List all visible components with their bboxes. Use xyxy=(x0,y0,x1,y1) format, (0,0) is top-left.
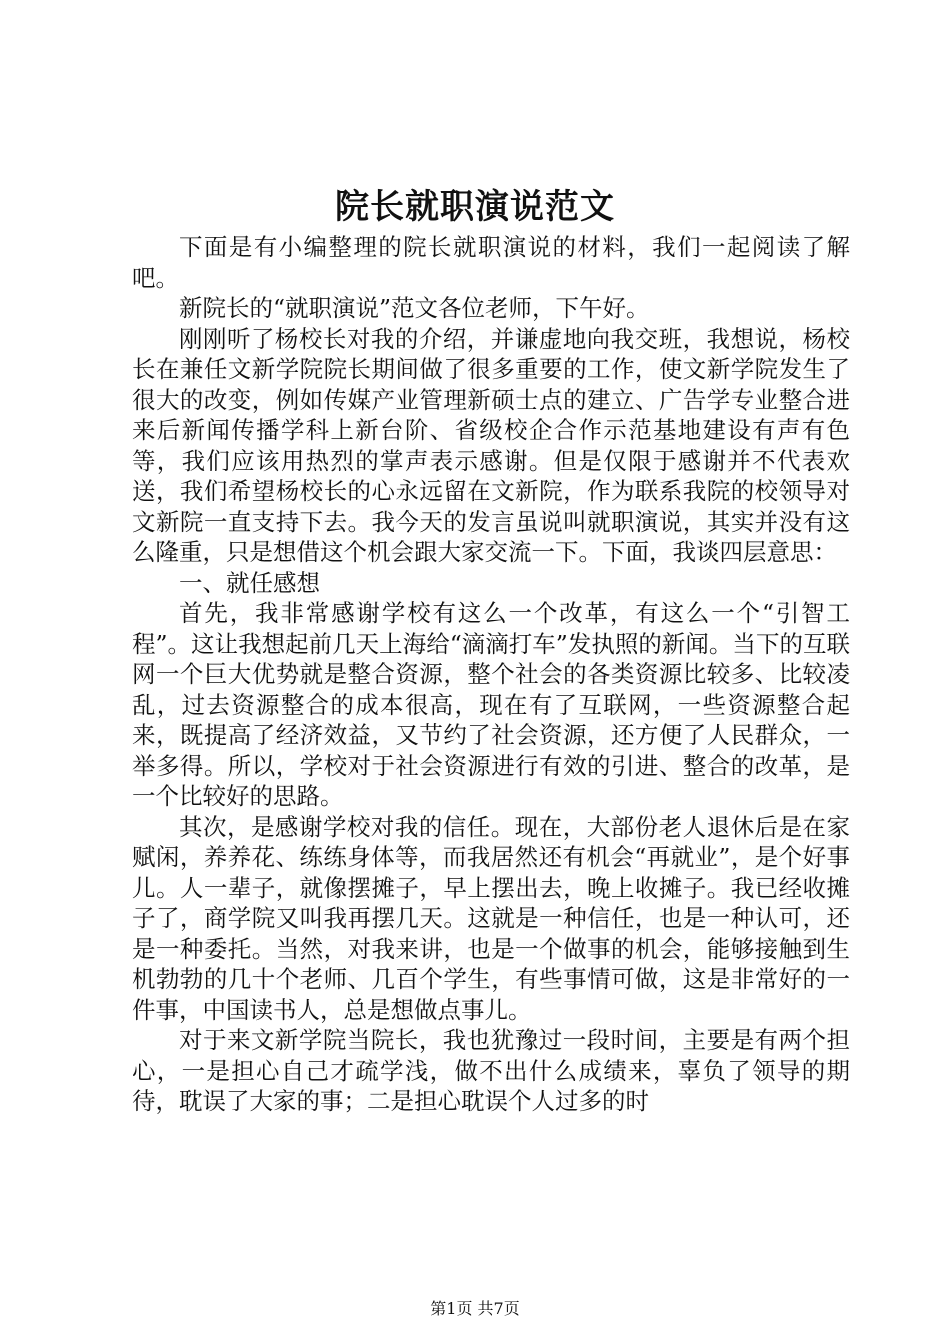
document-title: 院长就职演说范文 xyxy=(335,187,615,227)
paragraph-intro: 下面是有小编整理的院长就职演说的材料，我们一起阅读了解吧。 xyxy=(132,233,850,292)
document-body xyxy=(132,232,850,1117)
paragraph-opening: 刚刚听了杨校长对我的介绍，并谦虚地向我交班，我想说，杨校长在兼任文新学院院长期间做了很多重要的工作，使文新学院发生了很大的改变，例如传媒产业管理新硕士点的建立、广告学专业整合进来后新闻传播学科上新台阶、省级校企合作示范基地建设有声有色等，我们应该用热烈的掌声表示感谢。但是仅限于感谢并不代表欢送，我们希望杨校长的心永远留在文新院，作为联系我院的校领导对文新院一直支持下去。我今天的发言虽说叫就职演说，其实并没有这么隆重，只是想借这个机会跟大家交流一下。下面，我谈四层意思： xyxy=(132,324,850,566)
paragraph-third: 对于来文新学院当院长，我也犹豫过一段时间，主要是有两个担心，一是担心自己才疏学浅，做不出什么成绩来，辜负了领导的期待，耽误了大家的事；二是担心耽误个人过多的时 xyxy=(132,1026,850,1115)
section-heading: 一、就任感想 xyxy=(179,568,320,597)
paragraph-greeting: 新院长的“就职演说”范文各位老师，下午好。 xyxy=(179,294,650,322)
page-number-footer: 第1页 共7页 xyxy=(430,1299,520,1318)
paragraph-first: 首先，我非常感谢学校有这么一个改革，有这么一个“引智工程”。这让我想起前几天上海给“滴滴打车”发执照的新闻。当下的互联网一个巨大优势就是整合资源，整个社会的各类资源比较多、比较凌乱，过去资源整合的成本很高，现在有了互联网，一些资源整合起来，既提高了经济效益，又节约了社会资源，还方便了人民群众，一举多得。所以，学校对于社会资源进行有效的引进、整合的改革，是一个比较好的思路。 xyxy=(132,599,850,810)
paragraph-second: 其次，是感谢学校对我的信任。现在，大部份老人退休后是在家赋闲，养养花、练练身体等，而我居然还有机会“再就业”，是个好事儿。人一辈子，就像摆摊子，早上摆出去，晚上收摊子。我已经收摊子了，商学院又叫我再摆几天。这就是一种信任，也是一种认可，还是一种委托。当然，对我来讲，也是一个做事的机会，能够接触到生机勃勃的几十个老师、几百个学生，有些事情可做，这是非常好的一件事，中国读书人，总是想做点事儿。 xyxy=(132,812,850,1024)
